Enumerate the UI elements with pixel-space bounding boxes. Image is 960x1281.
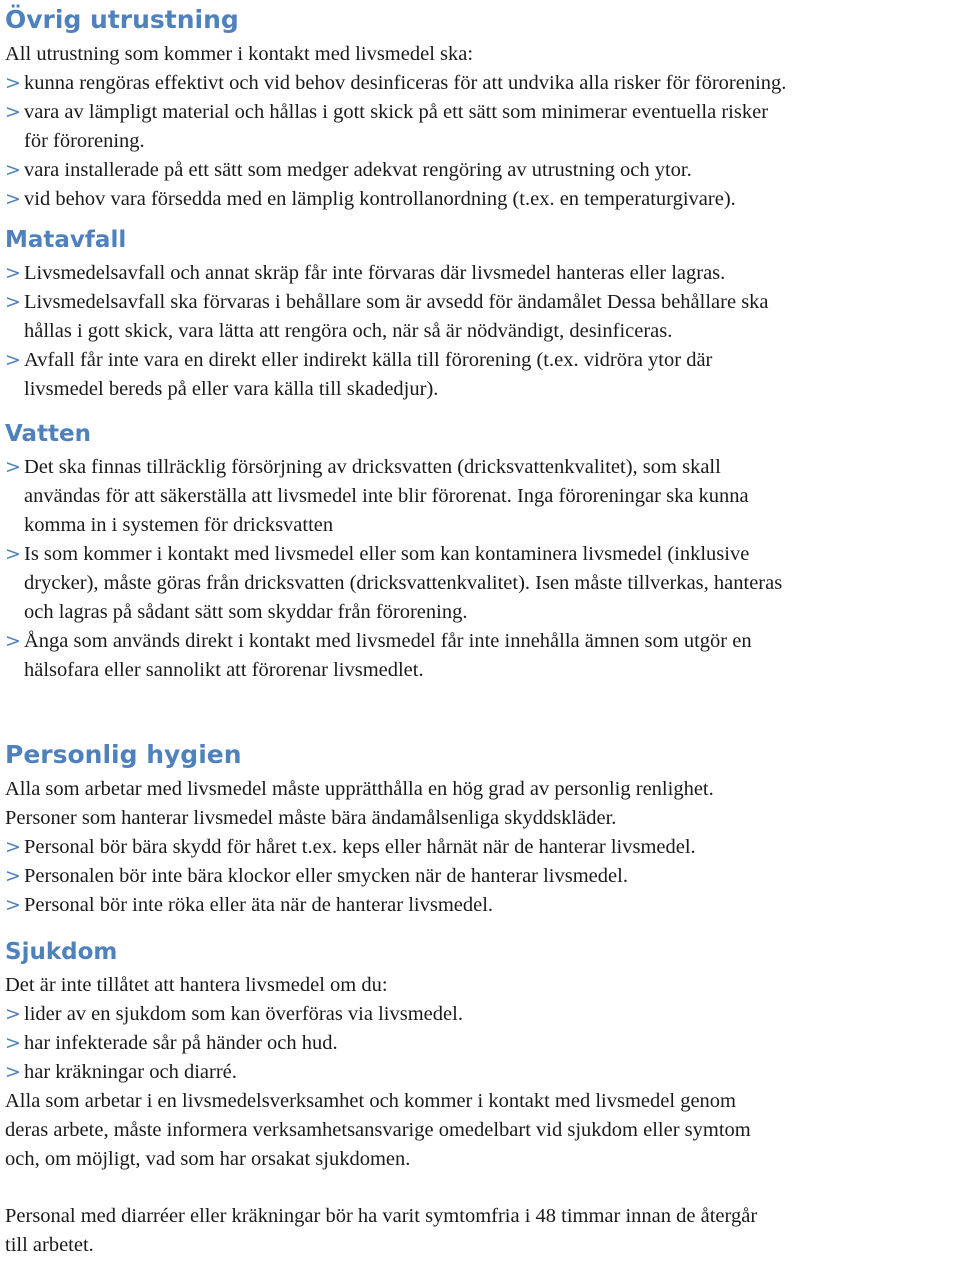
list-item-text: Avfall får inte vara en direkt eller indirekt källa till förorening (t.ex. vidröra ytor där livsmedel bereds på eller vara källa till skadedjur).: [24, 349, 713, 400]
heading-ovrig-utrustning: Övrig utrustning: [5, 5, 239, 34]
list-item-text: Livsmedelsavfall ska förvaras i behållare som är avsedd för ändamålet Dessa behållare ska hållas i gott skick, vara lätta att rengöra och, när så är nödvändigt, desinficeras.: [24, 291, 769, 342]
list-item-text: Personal bör bära skydd för håret t.ex. keps eller hårnät när de hanterar livsmedel.: [24, 836, 696, 858]
bullet-marker: >: [5, 349, 21, 371]
sjukdom-paragraph-line: Personal med diarréer eller kräkningar bör ha varit symtomfria i 48 timmar innan de återgår: [5, 1205, 758, 1227]
intro-hygien-1: Alla som arbetar med livsmedel måste upprätthålla en hög grad av personlig renlighet.: [5, 778, 714, 800]
heading-sjukdom: Sjukdom: [5, 939, 118, 965]
bullet-marker: >: [5, 262, 21, 284]
list-item-text: vara installerade på ett sätt som medger adekvat rengöring av utrustning och ytor.: [24, 159, 692, 181]
list-item-text: Ånga som används direkt i kontakt med livsmedel får inte innehålla ämnen som utgör en hälsofara eller sannolikt att förorenar livsmedlet.: [24, 630, 752, 681]
intro-hygien-2: Personer som hanterar livsmedel måste bära ändamålsenliga skyddskläder.: [5, 807, 617, 829]
bullet-marker: >: [5, 101, 21, 123]
heading-personlig-hygien: Personlig hygien: [5, 740, 242, 769]
list-item: [5, 1029, 960, 1058]
heading-matavfall: Matavfall: [5, 227, 127, 253]
list-item-text: vid behov vara försedda med en lämplig kontrollanordning (t.ex. en temperaturgivare).: [24, 188, 736, 210]
sjukdom-paragraph-line: och, om möjligt, vad som har orsakat sjukdomen.: [5, 1148, 411, 1170]
heading-vatten: Vatten: [5, 421, 92, 447]
list-item-text: Det ska finnas tillräcklig försörjning av dricksvatten (dricksvattenkvalitet), som skall användas för att säkerställa att livsmedel inte blir förorenat. Inga föroreningar ska kunna komma in i systemen för dricksvatten: [24, 456, 749, 536]
sjukdom-paragraph-line: till arbetet.: [5, 1234, 94, 1256]
list-item: [5, 288, 960, 346]
list-item-text: Livsmedelsavfall och annat skräp får inte förvaras där livsmedel hanteras eller lagras.: [24, 262, 726, 284]
list-item-text: vara av lämpligt material och hållas i gott skick på ett sätt som minimerar eventuella risker för förorening.: [24, 101, 769, 152]
bullet-marker: >: [5, 72, 21, 94]
bullet-marker: >: [5, 456, 21, 478]
list-item: [5, 453, 960, 540]
list-item: [5, 627, 960, 685]
list-item: [5, 156, 960, 185]
list-item: [5, 69, 960, 98]
bullet-marker: >: [5, 159, 21, 181]
list-item: [5, 1000, 960, 1029]
list-item: [5, 833, 960, 862]
sjukdom-paragraph-line: Alla som arbetar i en livsmedelsverksamhet och kommer i kontakt med livsmedel genom: [5, 1090, 736, 1112]
intro-ovrig: All utrustning som kommer i kontakt med livsmedel ska:: [5, 43, 474, 65]
list-item: [5, 185, 960, 214]
bullet-marker: >: [5, 543, 21, 565]
list-item-text: lider av en sjukdom som kan överföras via livsmedel.: [24, 1003, 463, 1025]
list-item: [5, 540, 960, 627]
bullet-marker: >: [5, 291, 21, 313]
sjukdom-paragraph-line: deras arbete, måste informera verksamhetsansvarige omedelbart vid sjukdom eller symtom: [5, 1119, 751, 1141]
bullet-marker: >: [5, 836, 21, 858]
list-item-text: har kräkningar och diarré.: [24, 1061, 237, 1083]
intro-sjukdom: Det är inte tillåtet att hantera livsmedel om du:: [5, 974, 388, 996]
list-item: [5, 346, 960, 404]
list-item-text: kunna rengöras effektivt och vid behov desinficeras för att undvika alla risker för förorening.: [24, 72, 787, 94]
list-item: [5, 891, 960, 920]
bullet-marker: >: [5, 1032, 21, 1054]
bullet-marker: >: [5, 188, 21, 210]
list-item-text: Personalen bör inte bära klockor eller smycken när de hanterar livsmedel.: [24, 865, 628, 887]
list-item: [5, 1058, 960, 1087]
list-item: [5, 98, 960, 156]
list-item-text: Is som kommer i kontakt med livsmedel eller som kan kontaminera livsmedel (inklusive drycker), måste göras från dricksvatten (dricksvattenkvalitet). Isen måste tillverkas, hanteras och lagras på sådant sätt som skyddar från förorening.: [24, 543, 783, 623]
bullet-marker: >: [5, 1061, 21, 1083]
list-item-text: har infekterade sår på händer och hud.: [24, 1032, 338, 1054]
bullet-marker: >: [5, 865, 21, 887]
list-item-text: Personal bör inte röka eller äta när de hanterar livsmedel.: [24, 894, 494, 916]
bullet-marker: >: [5, 1003, 21, 1025]
list-item: [5, 259, 960, 288]
bullet-marker: >: [5, 630, 21, 652]
list-item: [5, 862, 960, 891]
bullet-marker: >: [5, 894, 21, 916]
